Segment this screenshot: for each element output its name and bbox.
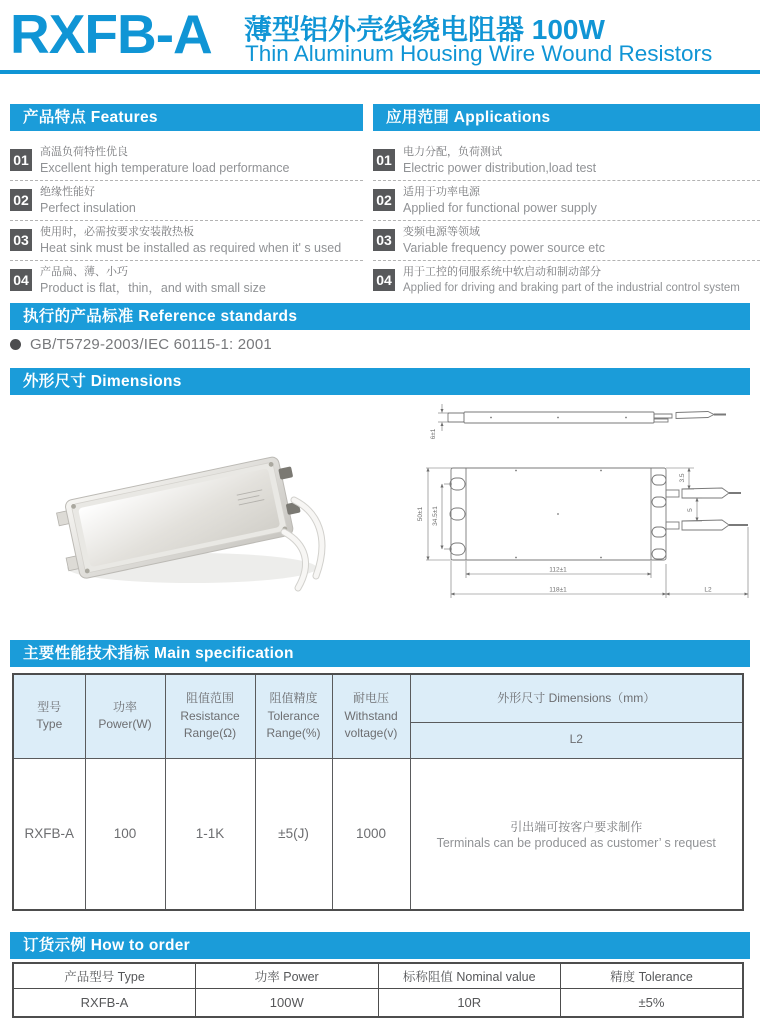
section-heading-specification: 主要性能技术指标 Main specification <box>10 640 750 667</box>
header-divider <box>0 70 760 74</box>
product-photo <box>42 426 332 604</box>
feature-item <box>10 261 363 300</box>
application-item <box>373 221 760 261</box>
application-item <box>373 141 760 181</box>
section-heading-applications: 应用范围 Applications <box>373 104 760 131</box>
dim-label-lead-length: L2 <box>704 586 712 594</box>
feature-text-cn: 绝缘性能好 <box>40 185 95 198</box>
application-number-badge: 03 <box>373 229 395 251</box>
spec-header-tolerance-en: Tolerance <box>267 708 320 723</box>
spec-header-voltage-en2: voltage(v) <box>344 725 398 740</box>
spec-header-resistance-cn: 阻值范围 <box>185 691 234 706</box>
spec-cell-tolerance: ±5(J) <box>255 758 332 910</box>
page-title-english: Thin Aluminum Housing Wire Wound Resistors <box>245 41 713 66</box>
application-number-badge: 01 <box>373 149 395 171</box>
spec-cell-dimensions <box>410 758 743 910</box>
spec-header-tolerance <box>255 674 332 758</box>
application-text-en: Applied for driving and braking part of the industrial control system <box>403 282 740 295</box>
feature-number-badge: 01 <box>10 149 32 171</box>
feature-text-en: Excellent high temperature load performance <box>40 161 290 176</box>
dim-label-overall-width: 118±1 <box>549 586 567 594</box>
features-list <box>10 141 363 300</box>
standards-entry <box>10 336 272 353</box>
application-item <box>373 261 760 299</box>
spec-header-voltage-cn: 耐电压 <box>352 691 389 706</box>
dim-label-lead-pitch: 5 <box>687 508 694 512</box>
application-text-cn: 电力分配，负荷测试 <box>403 146 502 158</box>
feature-text-en: Perfect insulation <box>40 201 136 216</box>
side-view-outline <box>448 412 726 424</box>
feature-text-cn: 高温负荷特性优良 <box>40 146 128 158</box>
product-model-title: RXFB-A <box>10 3 212 65</box>
dim-label-overall-height: 50±1 <box>417 506 424 522</box>
spec-header-power-en: Power(W) <box>98 717 152 732</box>
order-header-tolerance: 精度 Tolerance <box>561 963 744 989</box>
spec-header-tolerance-cn: 阻值精度 <box>269 691 318 706</box>
applications-list <box>373 141 760 299</box>
feature-item <box>10 221 363 261</box>
spec-header-voltage <box>332 674 410 758</box>
spec-dims-note-en: Terminals can be produced as customer’ s request <box>436 835 716 850</box>
order-cell-tolerance: ±5% <box>561 989 744 1018</box>
section-heading-dimensions: 外形尺寸 Dimensions <box>10 368 750 395</box>
spec-cell-voltage: 1000 <box>332 758 410 910</box>
spec-cell-type: RXFB-A <box>13 758 85 910</box>
application-number-badge: 02 <box>373 189 395 211</box>
spec-header-type-en: Type <box>36 717 63 732</box>
feature-number-badge: 03 <box>10 229 32 251</box>
spec-header-type <box>13 674 85 758</box>
order-cell-type: RXFB-A <box>13 989 196 1018</box>
dim-label-inner-width: 112±1 <box>549 566 567 574</box>
application-text-cn: 变频电源等领域 <box>403 225 480 238</box>
spec-header-type-cn: 型号 <box>37 699 62 714</box>
feature-item <box>10 181 363 221</box>
order-header-nominal: 标称阻值 Nominal value <box>378 963 561 989</box>
spec-header-resistance-en2: Range(Ω) <box>183 725 237 740</box>
spec-header-power <box>85 674 165 758</box>
section-heading-features: 产品特点 Features <box>10 104 363 131</box>
feature-text-en: Heat sink must be installed as required when it' s used <box>40 241 342 256</box>
order-header-type: 产品型号 Type <box>13 963 196 989</box>
front-view-outline <box>450 468 748 560</box>
dim-leads <box>666 468 748 598</box>
spec-header-voltage-en: Withstand <box>344 708 398 723</box>
spec-cell-resistance: 1-1K <box>165 758 255 910</box>
application-text-cn: 适用于功率电源 <box>403 185 480 198</box>
application-item <box>373 181 760 221</box>
dim-label-thickness: 6±1 <box>430 428 437 440</box>
order-cell-power: 100W <box>196 989 379 1018</box>
application-text-en: Variable frequency power source etc <box>403 241 605 256</box>
spec-header-dimensions-sub: L2 <box>410 722 743 758</box>
standards-text: GB/T5729-2003/IEC 60115-1: 2001 <box>30 336 272 353</box>
spec-dims-note-cn: 引出端可按客户要求制作 <box>510 819 643 834</box>
spec-header-dimensions: 外形尺寸 Dimensions（mm） <box>410 674 743 722</box>
bullet-icon <box>10 339 21 350</box>
page-title-chinese: 薄型铝外壳线绕电阻器 100W <box>244 14 605 45</box>
feature-text-cn: 使用时，必需按要求安装散热板 <box>40 225 194 238</box>
specification-table <box>12 673 744 911</box>
spec-header-resistance <box>165 674 255 758</box>
spec-header-power-cn: 功率 <box>112 699 137 714</box>
feature-text-cn: 产品扁、薄、小巧 <box>40 265 128 278</box>
feature-item <box>10 141 363 181</box>
section-heading-standards: 执行的产品标准 Reference standards <box>10 303 750 330</box>
spec-cell-power: 100 <box>85 758 165 910</box>
order-table <box>12 962 744 1018</box>
feature-number-badge: 04 <box>10 269 32 291</box>
dim-label-mounting-height: 34.5±1 <box>432 506 439 526</box>
dim-thickness <box>438 404 449 431</box>
dimension-drawing <box>386 398 756 622</box>
application-text-en: Applied for functional power supply <box>403 201 597 216</box>
application-number-badge: 04 <box>373 269 395 291</box>
application-text-cn: 用于工控的伺服系统中软启动和制动部分 <box>403 265 601 278</box>
feature-number-badge: 02 <box>10 189 32 211</box>
dim-label-lead-top-offset: 3.5 <box>679 473 686 483</box>
spec-header-resistance-en: Resistance <box>180 708 240 723</box>
front-view-rivets <box>515 470 602 559</box>
side-view-rivets <box>490 417 627 419</box>
dim-height <box>426 468 452 560</box>
section-heading-order: 订货示例 How to order <box>10 932 750 959</box>
order-header-power: 功率 Power <box>196 963 379 989</box>
feature-text-en: Product is flat，thin，and with small size <box>40 281 266 296</box>
order-cell-nominal: 10R <box>378 989 561 1018</box>
application-text-en: Electric power distribution,load test <box>403 161 597 176</box>
spec-header-tolerance-en2: Range(%) <box>266 725 321 740</box>
